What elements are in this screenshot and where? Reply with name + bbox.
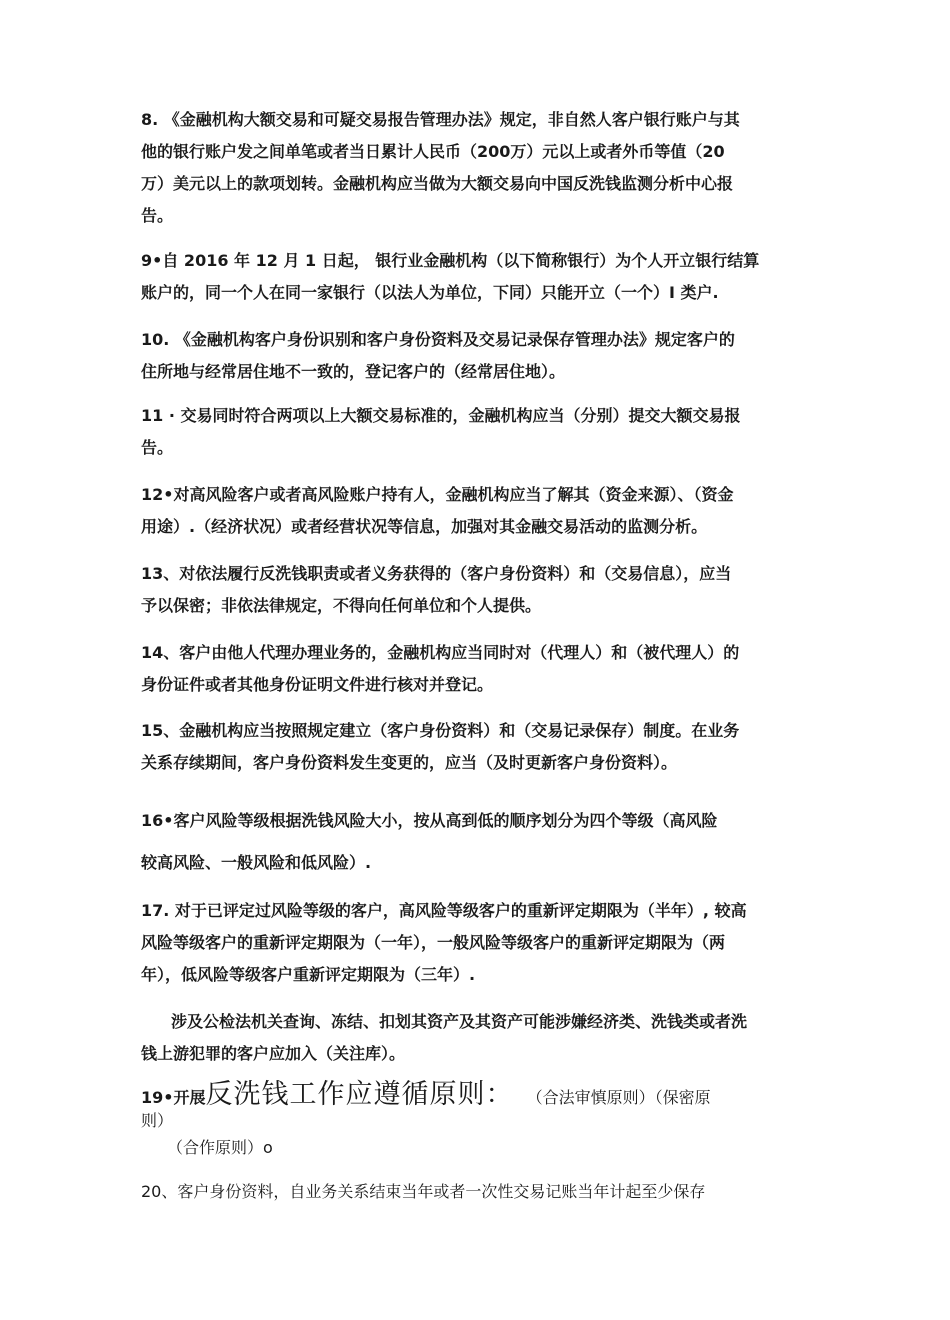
text-line: 用途）.（经济状况）或者经营状况等信息，加强对其金融交易活动的监测分析。 — [141, 517, 708, 536]
text-line: 9•自 2016 年 12 月 1 日起， 银行业金融机构（以下简称银行）为个人开立银行结算 — [141, 251, 760, 270]
text-line: 20、客户身份资料，自业务关系结束当年或者一次性交易记账当年计起至少保存 — [141, 1182, 706, 1201]
paragraph-14 — [141, 637, 821, 701]
paragraph-15 — [141, 715, 821, 779]
text-line: 15、金融机构应当按照规定建立（客户身份资料）和（交易记录保存）制度。在业务 — [141, 721, 740, 740]
paragraph-17 — [141, 895, 821, 991]
text-line: 告。 — [141, 438, 174, 457]
text-line: 则） — [141, 1111, 174, 1130]
text-line: 钱上游犯罪的客户应加入（关注库）。 — [141, 1044, 406, 1063]
paragraph-10 — [141, 324, 821, 388]
text-line: 关系存续期间，客户身份资料发生变更的，应当（及时更新客户身份资料）。 — [141, 753, 678, 772]
text-line: 12•对高风险客户或者高风险账户持有人，金融机构应当了解其（资金来源）、（资金 — [141, 485, 734, 504]
text-line: 11 · 交易同时符合两项以上大额交易标准的，金融机构应当（分别）提交大额交易报 — [141, 406, 741, 425]
text-line: 17. 对于已评定过风险等级的客户，高风险等级客户的重新评定期限为（半年）, 较高 — [141, 901, 747, 920]
paragraph-19-continued — [167, 1132, 847, 1164]
text-line: 8. 《金融机构大额交易和可疑交易报告管理办法》规定，非自然人客户银行账户与其 — [141, 110, 740, 129]
text-line: 14、客户由他人代理办理业务的，金融机构应当同时对（代理人）和（被代理人）的 — [141, 643, 740, 662]
paragraph-19 — [141, 1078, 821, 1130]
paragraph-18 — [141, 1006, 821, 1070]
text-line: 16•客户风险等级根据洗钱风险大小，按从高到低的顺序划分为四个等级（高风险 — [141, 811, 718, 830]
text-line: 年），低风险等级客户重新评定期限为（三年）. — [141, 965, 476, 984]
text-line: 万）美元以上的款项划转。金融机构应当做为大额交易向中国反洗钱监测分析中心报 — [141, 174, 734, 193]
text-line: 住所地与经常居住地不一致的，登记客户的（经常居住地）。 — [141, 362, 566, 381]
text-line: 身份证件或者其他身份证明文件进行核对并登记。 — [141, 675, 494, 694]
text-line: （合作原则）o — [167, 1138, 273, 1157]
paragraph-19-heading: 反洗钱工作应遵循原则： — [205, 1079, 514, 1110]
text-line: 较高风险、一般风险和低风险）. — [141, 853, 372, 872]
paragraph-9 — [141, 245, 821, 309]
paragraph-16 — [141, 805, 821, 837]
paragraph-19-tail: （合法审慎原则）（保密原 — [526, 1088, 711, 1107]
text-line: 告。 — [141, 206, 174, 225]
text-line: 予以保密；非依法律规定，不得向任何单位和个人提供。 — [141, 596, 542, 615]
text-line: 涉及公检法机关查询、冻结、扣划其资产及其资产可能涉嫌经济类、洗钱类或者洗 — [171, 1012, 748, 1031]
paragraph-8 — [141, 104, 821, 232]
text-line: 账户的，同一个人在同一家银行（以法人为单位，下同）只能开立（一个）I 类户. — [141, 283, 719, 302]
paragraph-12 — [141, 479, 821, 543]
paragraph-16-continued — [141, 847, 821, 879]
paragraph-20 — [141, 1176, 821, 1208]
paragraph-11 — [141, 400, 821, 464]
text-line: 13、对依法履行反洗钱职责或者义务获得的（客户身份资料）和（交易信息），应当 — [141, 564, 732, 583]
paragraph-13 — [141, 558, 821, 622]
text-line: 10. 《金融机构客户身份识别和客户身份资料及交易记录保存管理办法》规定客户的 — [141, 330, 735, 349]
text-line: 他的银行账户发之间单笔或者当日累计人民币（200万）元以上或者外币等值（20 — [141, 142, 725, 161]
text-line: 风险等级客户的重新评定期限为（一年），一般风险等级客户的重新评定期限为（两 — [141, 933, 726, 952]
paragraph-19-prefix: 19•开展 — [141, 1088, 206, 1107]
